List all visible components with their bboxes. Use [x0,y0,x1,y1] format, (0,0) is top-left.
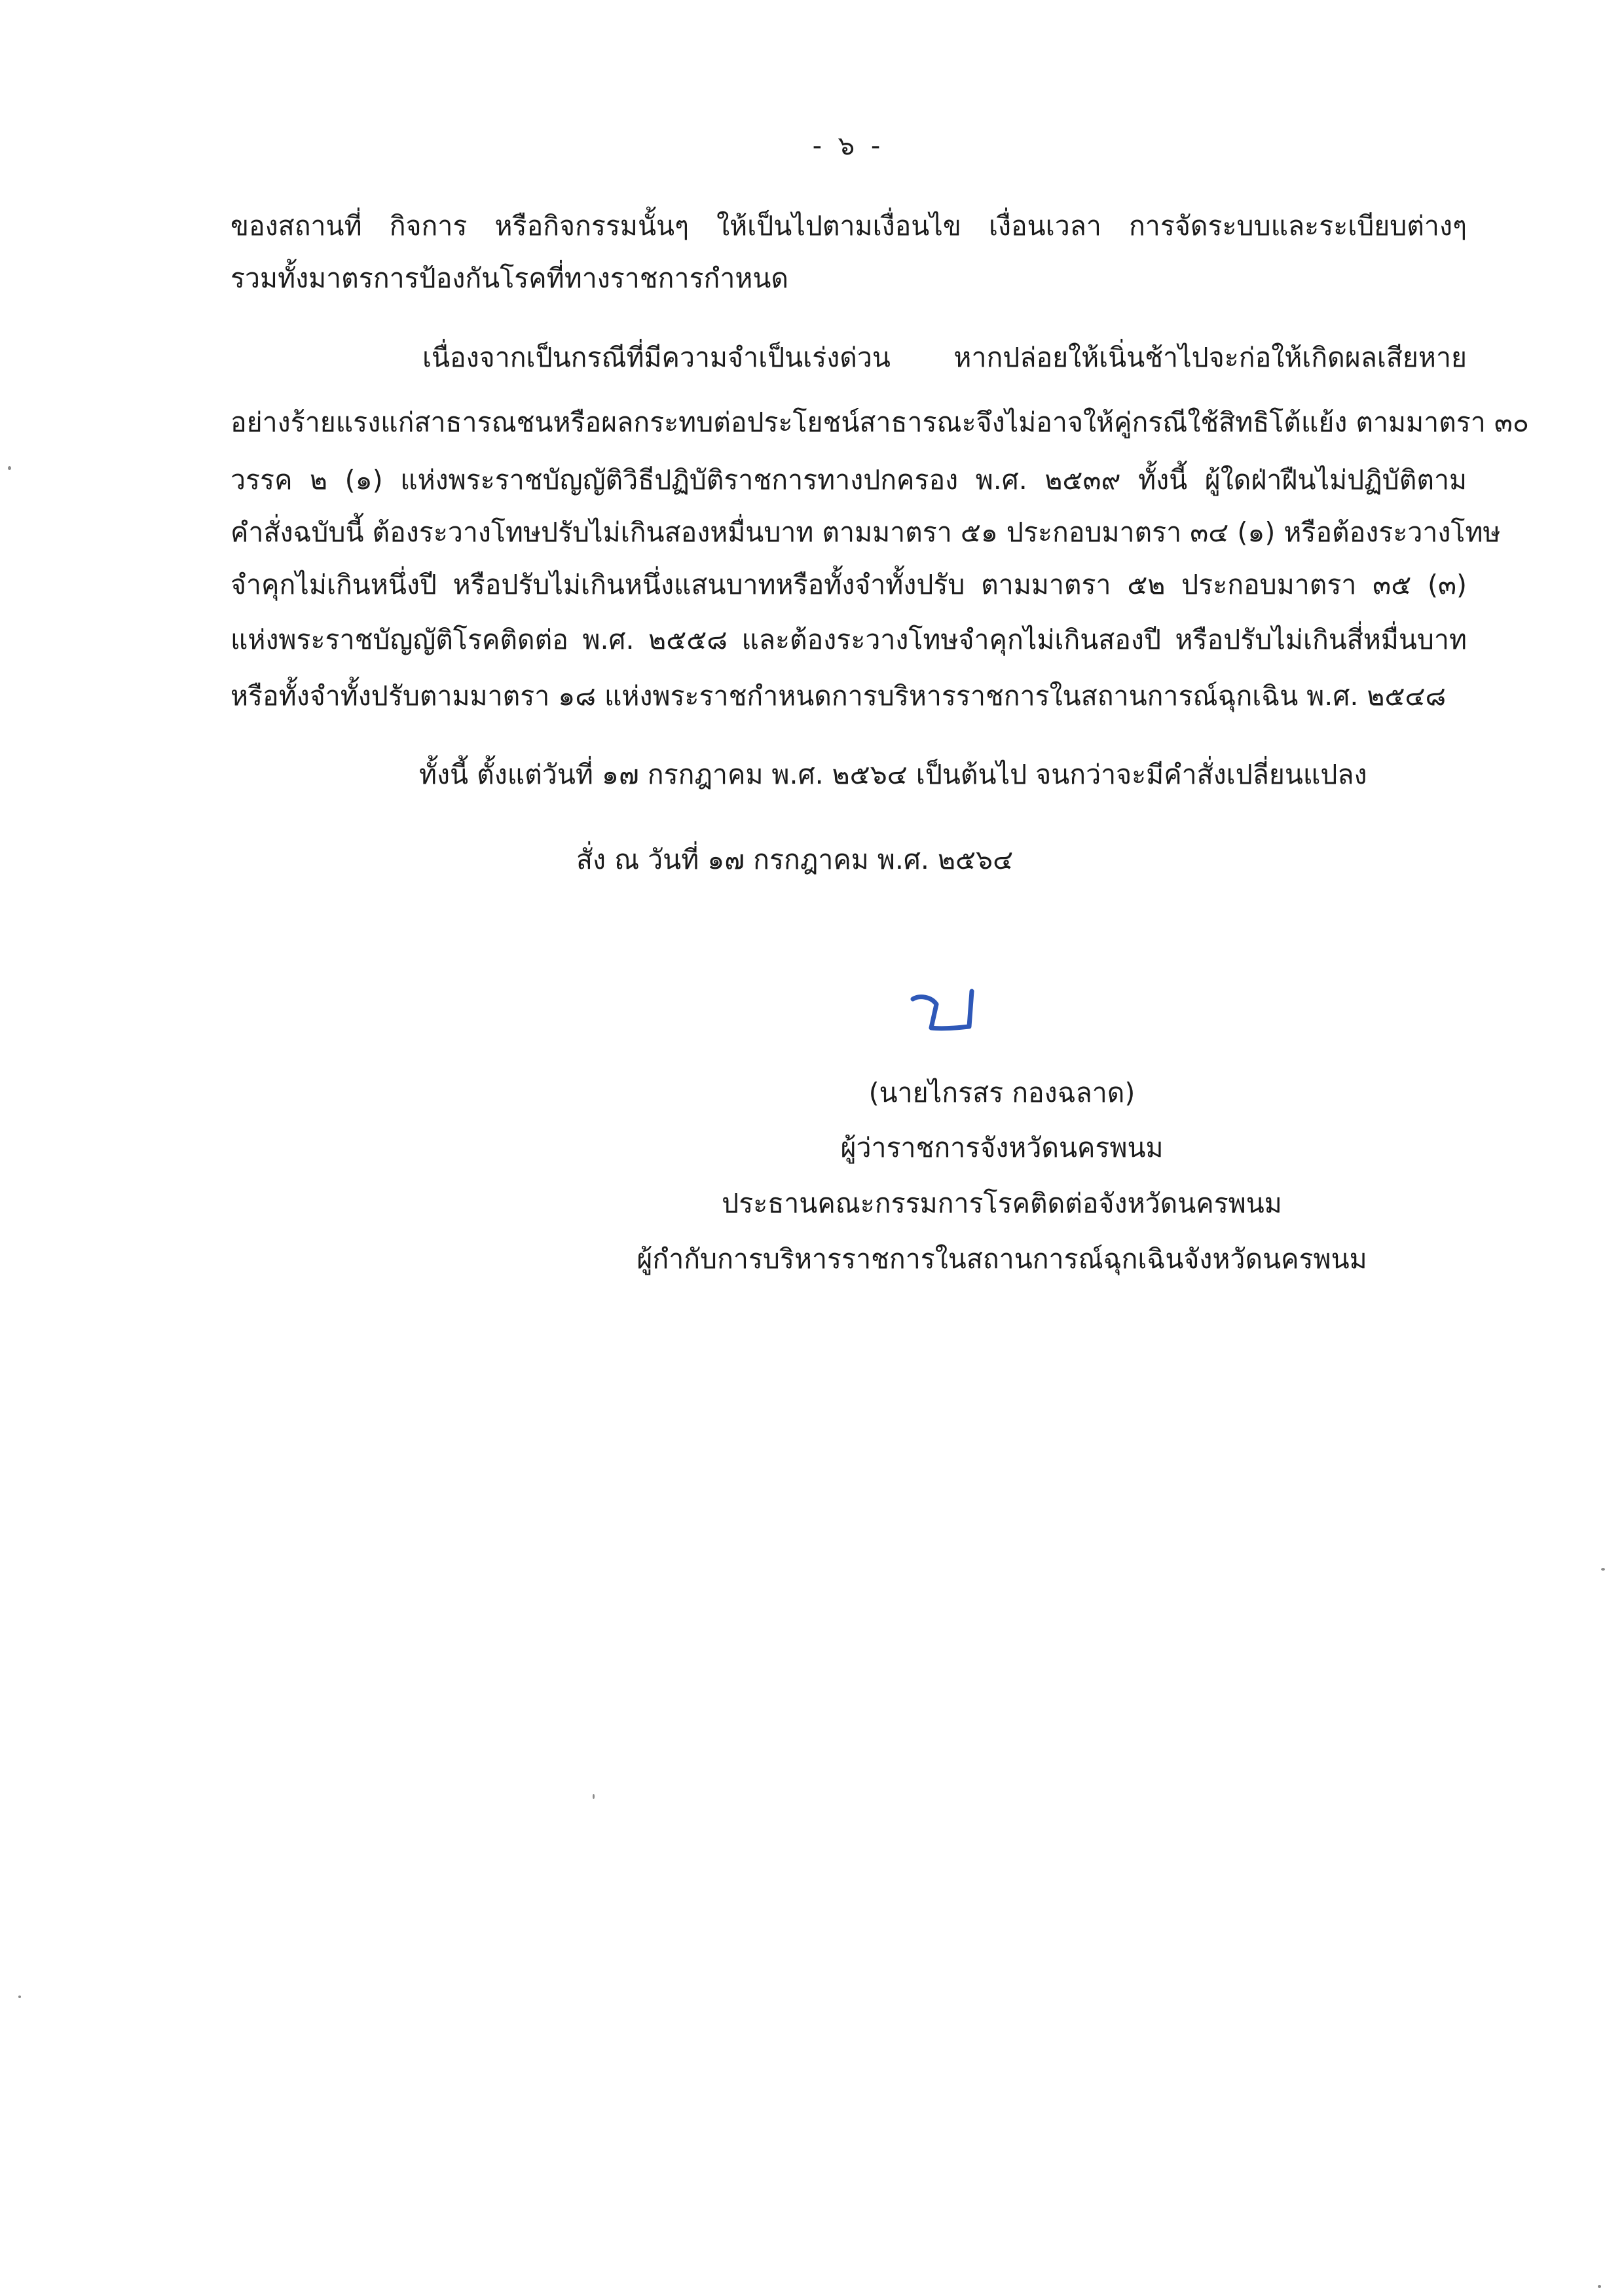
scan-speck [8,466,11,470]
paragraph-2-line-1: เนื่องจากเป็นกรณีที่มีความจำเป็นเร่งด่วน หากปล่อยให้เนิ่นช้าไปจะก่อให้เกิดผลเสียหาย [422,342,1467,373]
order-date: สั่ง ณ วันที่ ๑๗ กรกฎาคม พ.ศ. ๒๕๖๔ [576,844,1014,875]
signatory-name: (นายไกรสร กองฉลาด) [868,1077,1135,1108]
handwritten-signature [904,982,995,1041]
paragraph-2-line-4: คำสั่งฉบับนี้ ต้องระวางโทษปรับไม่เกินสองหมื่นบาท ตามมาตรา ๕๑ ประกอบมาตรา ๓๔ (๑) หรือต้องระวางโทษ [231,517,1501,548]
paragraph-2-line-3: วรรค ๒ (๑) แห่งพระราชบัญญัติวิธีปฏิบัติราชการทางปกครอง พ.ศ. ๒๕๓๙ ทั้งนี้ ผู้ใดฝ่าฝืนไม่ปฏิบัติตาม [231,464,1467,496]
scan-speck [18,1995,21,1998]
scan-speck [593,1794,595,1799]
signatory-title-committee-chair: ประธานคณะกรรมการโรคติดต่อจังหวัดนครพนม [722,1188,1282,1219]
paragraph-1-line-1: ของสถานที่ กิจการ หรือกิจกรรมนั้นๆ ให้เป็นไปตามเงื่อนไข เงื่อนเวลา การจัดระบบและระเบียบต่างๆ [231,210,1467,242]
paragraph-2-line-6: แห่งพระราชบัญญัติโรคติดต่อ พ.ศ. ๒๕๕๘ และต้องระวางโทษจำคุกไม่เกินสองปี หรือปรับไม่เกินสี่หมื่นบาท [231,624,1467,655]
paragraph-2-line-7: หรือทั้งจำทั้งปรับตามมาตรา ๑๘ แห่งพระราชกำหนดการบริหารราชการในสถานการณ์ฉุกเฉิน พ.ศ. ๒๕๔๘ [231,680,1447,712]
signatory-title-emergency-supervisor: ผู้กำกับการบริหารราชการในสถานการณ์ฉุกเฉินจังหวัดนครพนม [637,1243,1367,1275]
paragraph-2-line-2: อย่างร้ายแรงแก่สาธารณชนหรือผลกระทบต่อประโยชน์สาธารณะจึงไม่อาจให้คู่กรณีใช้สิทธิโต้แย้ง ตามมาตรา ๓๐ [231,407,1529,438]
scan-speck [1598,2285,1601,2288]
signatory-title-governor: ผู้ว่าราชการจังหวัดนครพนม [840,1132,1164,1163]
page-number: - ๖ - [812,131,885,161]
scan-speck [1601,1568,1605,1571]
paragraph-2-line-5: จำคุกไม่เกินหนึ่งปี หรือปรับไม่เกินหนึ่งแสนบาทหรือทั้งจำทั้งปรับ ตามมาตรา ๕๒ ประกอบมาตรา ๓๕ (๓) [231,569,1467,600]
paragraph-1-line-2: รวมทั้งมาตรการป้องกันโรคที่ทางราชการกำหนด [231,263,789,294]
effective-date-paragraph: ทั้งนี้ ตั้งแต่วันที่ ๑๗ กรกฎาคม พ.ศ. ๒๕๖๔ เป็นต้นไป จนกว่าจะมีคำสั่งเปลี่ยนแปลง [419,759,1367,790]
